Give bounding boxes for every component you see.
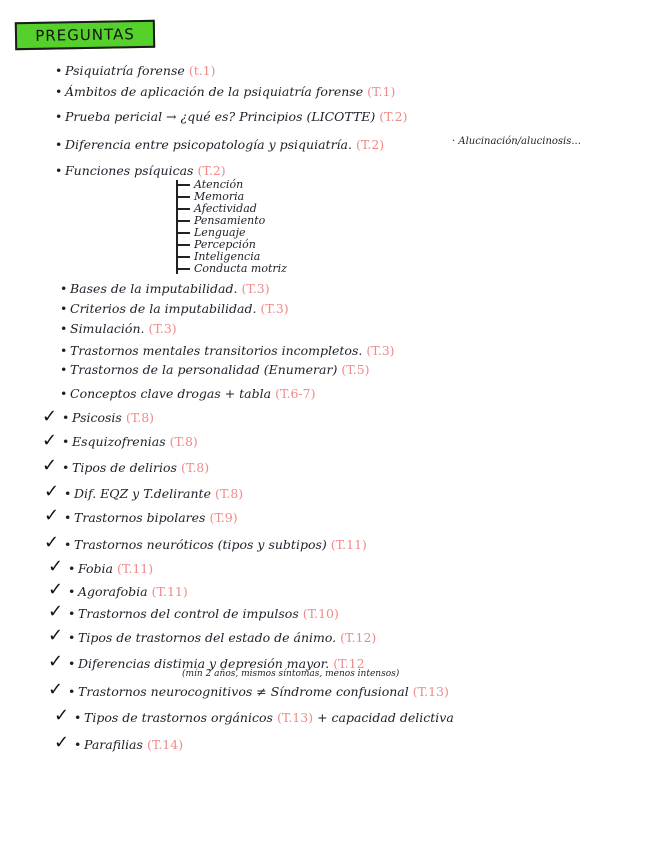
bullet-icon: • — [68, 684, 76, 699]
item-text: Agorafobia — [78, 584, 148, 599]
topic-ref: (T.13) — [412, 684, 449, 699]
bullet-icon: • — [55, 137, 63, 152]
list-item — [60, 321, 177, 337]
list-item — [68, 584, 188, 600]
item-text: Conceptos clave drogas + tabla — [70, 386, 272, 401]
item-text: Prueba pericial → ¿qué es? Principios (LICOTTE) — [65, 109, 376, 124]
list-item — [64, 510, 238, 526]
item-text: Trastornos mentales transitorios incompletos. — [70, 343, 363, 358]
bullet-icon: • — [62, 460, 70, 475]
bullet-icon: • — [74, 710, 82, 725]
topic-ref: (T.3) — [260, 301, 289, 316]
item-text: Trastornos bipolares — [74, 510, 206, 525]
check-icon: ✓ — [44, 481, 60, 502]
item-text: Trastornos neuróticos (tipos y subtipos) — [74, 537, 327, 552]
topic-ref: (T.5) — [341, 362, 370, 377]
item-text: Ámbitos de aplicación de la psiquiatría forense — [65, 84, 364, 99]
check-icon: ✓ — [42, 406, 58, 427]
title-label — [15, 20, 155, 50]
topic-ref: (T.11) — [330, 537, 367, 552]
topic-ref: (T.6-7) — [275, 386, 316, 401]
list-item — [64, 486, 243, 502]
bullet-icon: • — [68, 584, 76, 599]
list-item — [62, 460, 209, 476]
bullet-icon: • — [62, 410, 70, 425]
bullet-icon: • — [62, 434, 70, 449]
list-item — [68, 630, 376, 646]
item-text: Simulación. — [70, 321, 145, 336]
item-text: Trastornos de la personalidad (Enumerar) — [70, 362, 338, 377]
topic-ref: (t.1) — [188, 63, 216, 78]
item-text: Trastornos neurocognitivos ≠ Síndrome confusional — [78, 684, 409, 699]
list-item — [60, 343, 395, 359]
topic-ref: (T.12 — [333, 656, 365, 671]
check-icon: ✓ — [44, 505, 60, 526]
function-item: Pensamiento — [176, 216, 265, 226]
item-text: Esquizofrenias — [72, 434, 166, 449]
item-text: Psiquiatría forense — [65, 63, 185, 78]
bullet-icon: • — [60, 386, 68, 401]
bullet-icon: • — [60, 301, 68, 316]
item-text: Dif. EQZ y T.delirante — [74, 486, 211, 501]
topic-ref: (T.2) — [197, 163, 226, 178]
check-icon: ✓ — [54, 705, 70, 726]
topic-ref: (T.13) — [276, 710, 314, 725]
list-item — [74, 737, 183, 753]
check-icon: ✓ — [48, 651, 64, 672]
topic-ref: (T.11) — [116, 561, 154, 576]
bullet-icon: • — [60, 281, 68, 296]
topic-ref: (T.3) — [241, 281, 270, 296]
check-icon: ✓ — [44, 532, 60, 553]
bullet-icon: • — [64, 510, 72, 525]
list-item — [62, 434, 198, 450]
topic-ref: (T.11) — [151, 584, 188, 599]
list-item — [60, 301, 289, 317]
topic-ref: (T.1) — [367, 84, 396, 99]
check-icon: ✓ — [48, 601, 64, 622]
topic-ref: (T.3) — [366, 343, 395, 358]
check-icon: ✓ — [48, 579, 64, 600]
item-text: Diferencias distimia y depresión mayor. — [78, 656, 330, 671]
list-item — [64, 537, 367, 553]
function-item: Conducta motriz — [176, 264, 287, 274]
page-title: PREGUNTAS — [35, 25, 135, 45]
bullet-icon: • — [55, 63, 63, 78]
function-item: Percepción — [176, 240, 256, 250]
item-text: Diferencia entre psicopatología y psiquiatría. — [65, 137, 352, 152]
topic-ref: (T.8) — [214, 486, 244, 501]
check-icon: ✓ — [48, 679, 64, 700]
bullet-icon: • — [68, 656, 76, 671]
function-item: Memoria — [176, 192, 244, 202]
bullet-icon: • — [74, 737, 82, 752]
topic-ref: (T.2) — [355, 137, 385, 152]
item-text: Funciones psíquicas — [65, 163, 194, 178]
list-item — [60, 386, 315, 402]
list-item — [55, 109, 407, 125]
functions-tree — [176, 180, 316, 280]
bullet-icon: • — [64, 537, 72, 552]
topic-ref: (T.2) — [379, 109, 408, 124]
bullet-icon: • — [68, 561, 76, 576]
item-extra: + capacidad delictiva — [317, 710, 454, 725]
topic-ref: (T.8) — [169, 434, 198, 449]
item-text: Tipos de delirios — [72, 460, 177, 475]
check-icon: ✓ — [48, 625, 64, 646]
bullet-icon: • — [68, 606, 76, 621]
side-note: · Alucinación/alucinosis... — [452, 136, 581, 147]
sub-note: (mín 2 años, mismos síntomas, menos intensos) — [182, 669, 400, 679]
bullet-icon: • — [60, 362, 68, 377]
topic-ref: (T.3) — [148, 321, 177, 336]
item-text: Tipos de trastornos orgánicos — [84, 710, 273, 725]
item-text: Fobia — [78, 561, 113, 576]
list-item — [55, 137, 384, 153]
list-item — [55, 163, 226, 179]
list-item — [55, 63, 216, 79]
check-icon: ✓ — [48, 556, 64, 577]
bullet-icon: • — [68, 630, 76, 645]
bullet-icon: • — [55, 163, 63, 178]
item-text: Tipos de trastornos del estado de ánimo. — [78, 630, 337, 645]
function-item: Inteligencia — [176, 252, 260, 262]
topic-ref: (T.10) — [302, 606, 339, 621]
item-text: Criterios de la imputabilidad. — [70, 301, 257, 316]
bullet-icon: • — [55, 84, 63, 99]
topic-ref: (T.14) — [146, 737, 184, 752]
list-item — [62, 410, 154, 426]
list-item — [60, 281, 270, 297]
item-text: Parafilias — [84, 737, 143, 752]
topic-ref: (T.8) — [180, 460, 210, 475]
topic-ref: (T.8) — [125, 410, 155, 425]
function-item: Afectividad — [176, 204, 257, 214]
check-icon: ✓ — [54, 732, 70, 753]
item-text: Trastornos del control de impulsos — [78, 606, 299, 621]
item-text: Psicosis — [72, 410, 122, 425]
list-item — [55, 84, 395, 100]
check-icon: ✓ — [42, 430, 58, 451]
bullet-icon: • — [60, 321, 68, 336]
list-item — [68, 561, 153, 577]
topic-ref: (T.12) — [340, 630, 377, 645]
bullet-icon: • — [55, 109, 63, 124]
list-item — [74, 710, 454, 726]
bullet-icon: • — [60, 343, 68, 358]
list-item — [68, 684, 449, 700]
topic-ref: (T.9) — [209, 510, 238, 525]
check-icon: ✓ — [42, 455, 58, 476]
list-item — [68, 606, 339, 622]
bullet-icon: • — [64, 486, 72, 501]
item-text: Bases de la imputabilidad. — [70, 281, 238, 296]
function-item: Lenguaje — [176, 228, 246, 238]
list-item — [60, 362, 370, 378]
function-item: Atención — [176, 180, 243, 190]
